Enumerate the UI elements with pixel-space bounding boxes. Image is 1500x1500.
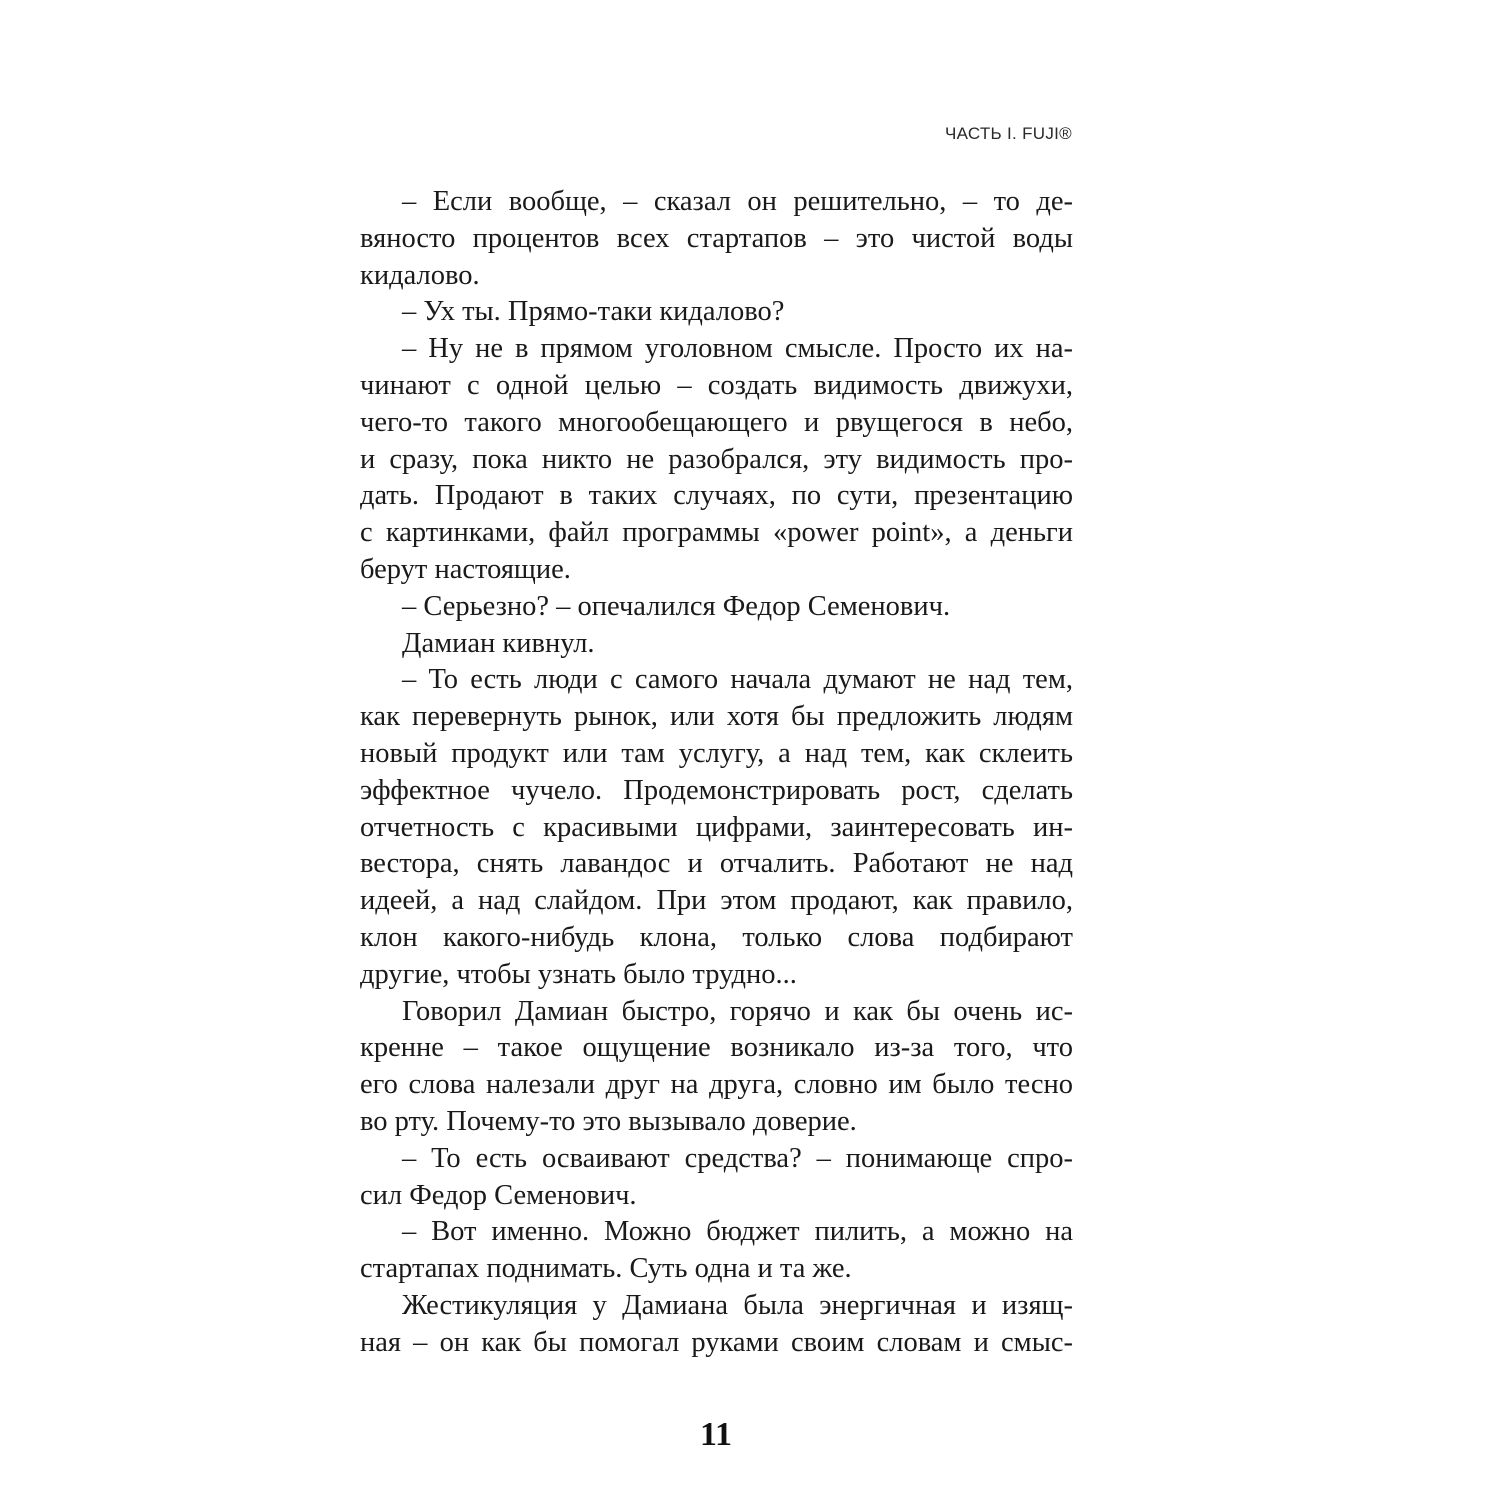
text-line: Говорил Дамиан быстро, горячо и как бы очень ис-: [402, 995, 1073, 1027]
text-line: чего-то такого многообещающего и рвущегося в небо,: [360, 406, 1073, 438]
text-line: – То есть осваивают средства? – понимающе спро-: [402, 1142, 1073, 1174]
text-line: отчетность с красивыми цифрами, заинтересовать ин-: [360, 811, 1073, 843]
text-line: – Вот именно. Можно бюджет пилить, а можно на: [402, 1216, 1073, 1248]
text-line: другие, чтобы узнать было трудно...: [360, 958, 797, 990]
text-line: идеей, а над слайдом. При этом продают, как правило,: [360, 885, 1073, 917]
text-line: – Если вообще, – сказал он решительно, – то де-: [402, 186, 1073, 217]
text-line: кренне – такое ощущение возникало из-за того, что: [360, 1032, 1073, 1064]
text-line: новый продукт или там услугу, а над тем, как склеить: [360, 737, 1073, 769]
text-line: – Ух ты. Прямо-таки кидалово?: [402, 296, 785, 328]
text-line: сил Федор Семенович.: [360, 1179, 637, 1211]
text-line: стартапах поднимать. Суть одна и та же.: [360, 1253, 852, 1285]
text-line: чинают с одной целью – создать видимость движухи,: [360, 369, 1073, 401]
text-line: берут настоящие.: [360, 553, 571, 585]
text-line: ная – он как бы помогал руками своим словам и смыс-: [360, 1326, 1073, 1358]
text-line: – Серьезно? – опечалился Федор Семенович.: [402, 590, 951, 622]
text-line: эффектное чучело. Продемонстрировать рост, сделать: [360, 774, 1073, 806]
text-line: его слова налезали друг на друга, словно им было тесно: [360, 1069, 1073, 1101]
text-line: вестора, снять лавандос и отчалить. Работают не над: [360, 848, 1073, 880]
page-number: 11: [699, 1416, 733, 1453]
text-line: и сразу, пока никто не разобрался, эту видимость про-: [360, 443, 1073, 475]
text-line: вяносто процентов всех стартапов – это чистой воды: [360, 222, 1073, 254]
text-line: – То есть люди с самого начала думают не над тем,: [402, 664, 1073, 696]
text-line: – Ну не в прямом уголовном смысле. Просто их на-: [402, 333, 1073, 365]
text-line: кидалово.: [360, 259, 480, 291]
running-header: ЧАСТЬ I. FUJI®: [944, 124, 1072, 143]
text-line: клон какого-нибудь клона, только слова подбирают: [360, 921, 1073, 953]
text-line: дать. Продают в таких случаях, по сути, презентацию: [360, 480, 1073, 512]
text-line: Жестикуляция у Дамиана была энергичная и изящ-: [402, 1289, 1073, 1321]
text-line: Дамиан кивнул.: [402, 627, 595, 659]
text-line: во рту. Почему-то это вызывало доверие.: [360, 1105, 857, 1137]
body-text: [360, 184, 1073, 1362]
text-line: как перевернуть рынок, или хотя бы предложить людям: [360, 701, 1073, 733]
text-line: с картинками, файл программы «power point», а деньги: [360, 517, 1073, 549]
